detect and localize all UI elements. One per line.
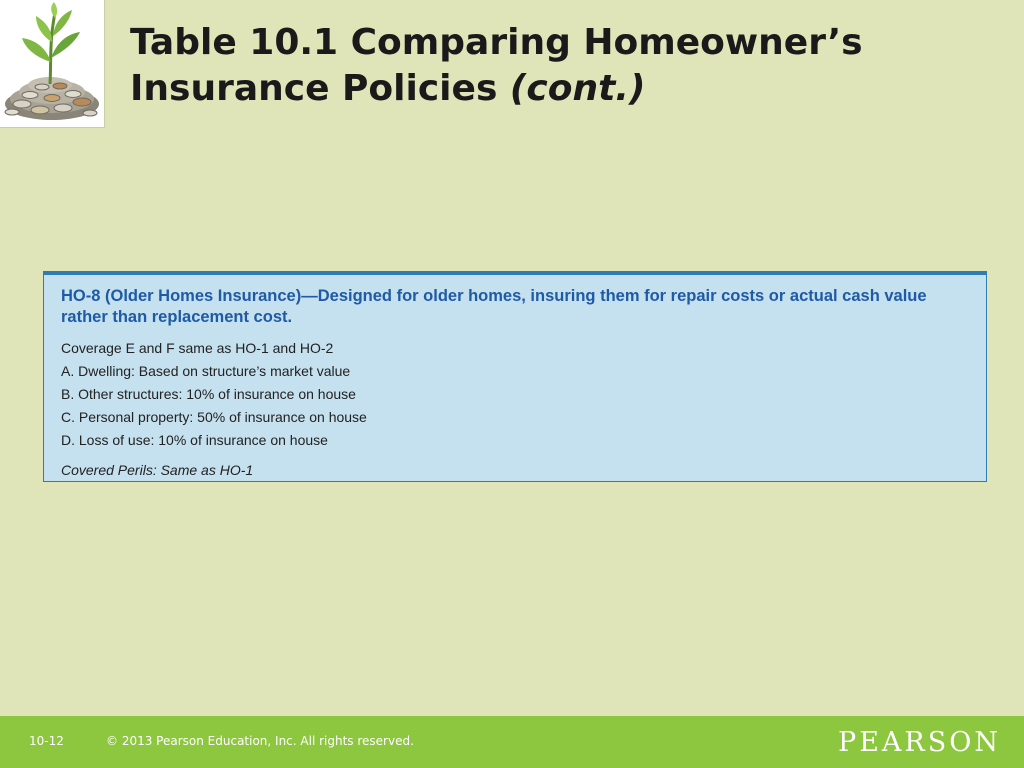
title-text: Table 10.1 Comparing Homeowner’s Insurance Policies bbox=[130, 22, 863, 109]
coverage-line: C. Personal property: 50% of insurance on house bbox=[61, 409, 367, 425]
plant-on-coins-icon bbox=[0, 0, 105, 128]
pearson-logo: PEARSON bbox=[838, 727, 1001, 758]
policy-heading: HO-8 (Older Homes Insurance)—Designed for older homes, insuring them for repair costs or actual cash value rather than replacement cost. bbox=[61, 287, 927, 326]
coverage-line: B. Other structures: 10% of insurance on house bbox=[61, 386, 356, 402]
coverage-line: A. Dwelling: Based on structure’s market value bbox=[61, 363, 351, 379]
footer-bar bbox=[0, 716, 1024, 768]
plant-coins-illustration bbox=[0, 0, 104, 127]
slide-number: 10-12 bbox=[29, 734, 64, 748]
policy-table-box bbox=[43, 271, 987, 482]
coverage-line: D. Loss of use: 10% of insurance on house bbox=[61, 432, 328, 448]
title-cont-suffix: (cont.) bbox=[509, 68, 646, 109]
copyright-notice: © 2013 Pearson Education, Inc. All rights reserved. bbox=[106, 734, 414, 748]
slide-title bbox=[130, 20, 1010, 112]
coverage-line: Coverage E and F same as HO-1 and HO-2 bbox=[61, 340, 334, 356]
covered-perils: Covered Perils: Same as HO-1 bbox=[61, 462, 254, 478]
